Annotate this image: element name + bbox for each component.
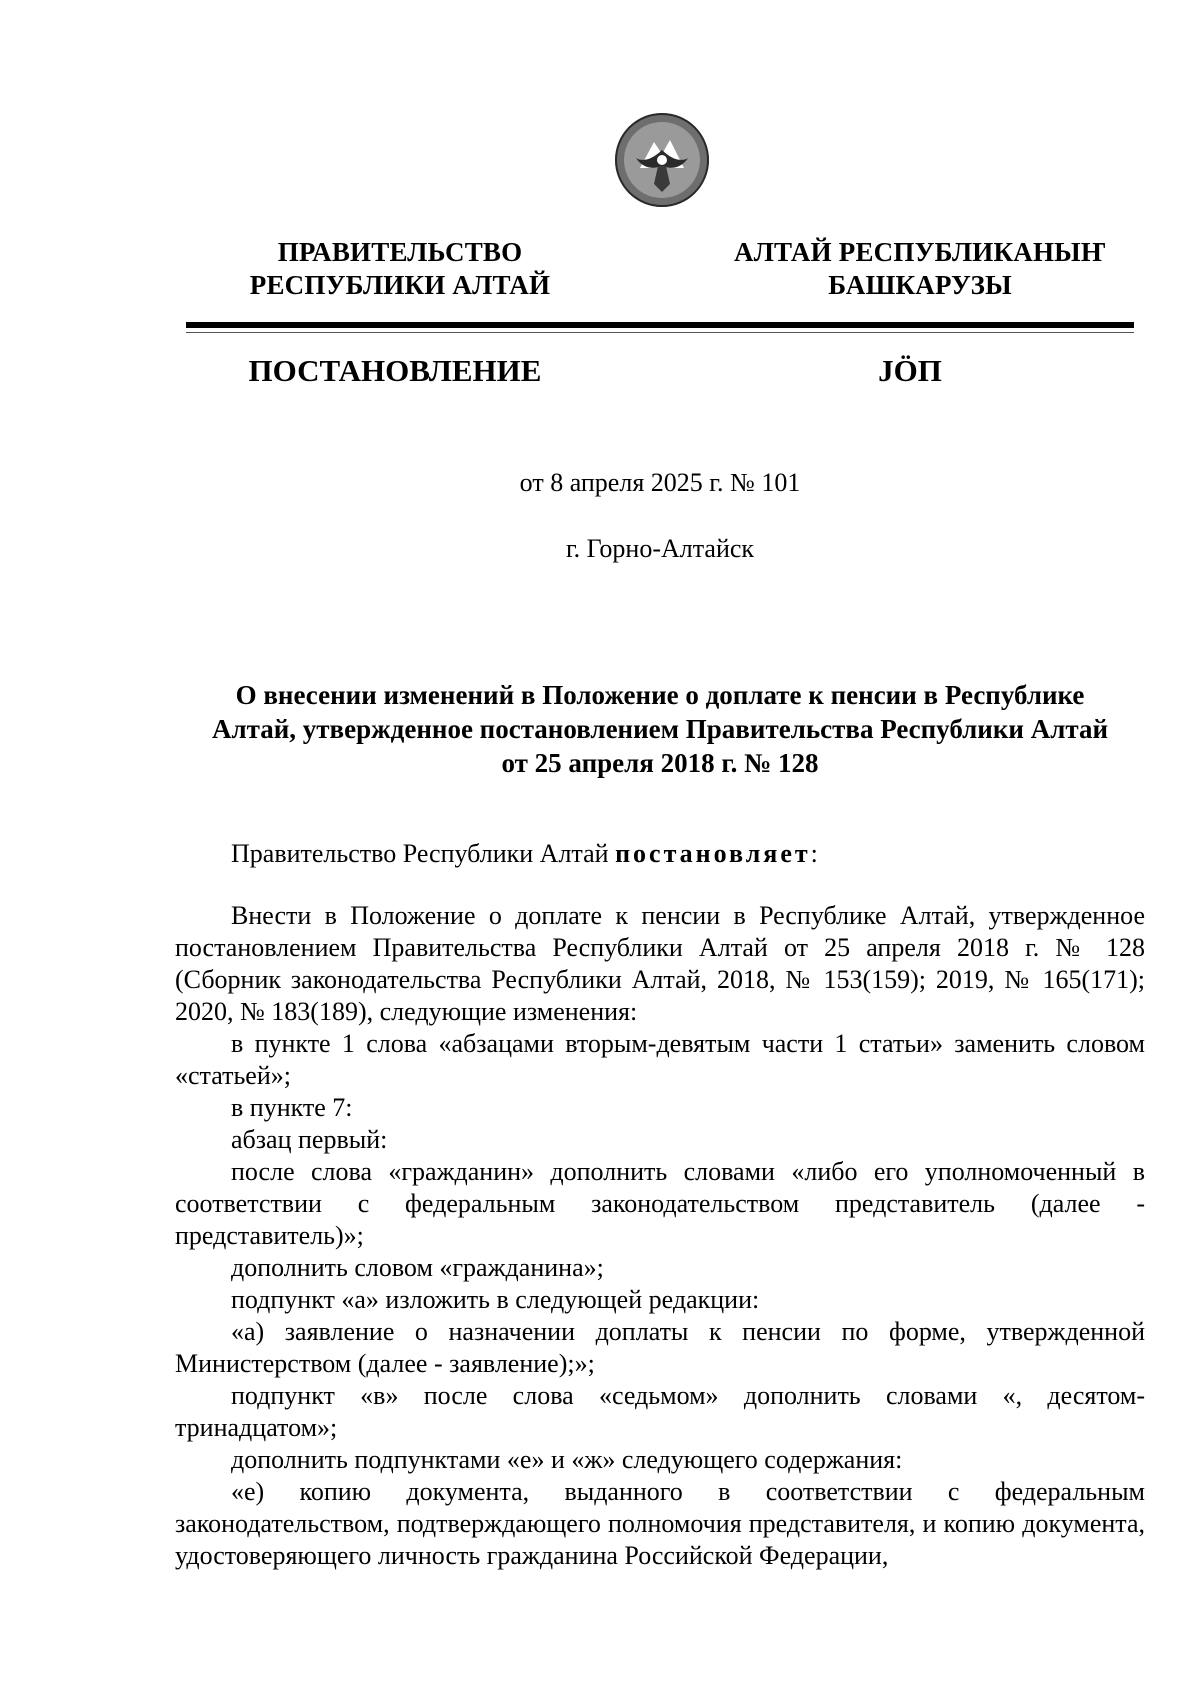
header-right xyxy=(720,236,1120,302)
body-paragraph: подпункт «в» после слова «седьмом» дополнить словами «, десятом-тринадцатом»; xyxy=(175,1381,1145,1442)
header-right-line1: АЛТАЙ РЕСПУБЛИКАНЫҤ xyxy=(734,237,1106,267)
body-paragraph: дополнить словом «гражданина»; xyxy=(231,1253,604,1282)
body-paragraph: Внести в Положение о доплате к пенсии в Республике Алтай, утвержденное постановлением Правительства Республики Алтай от 25 апреля 2018 г. № 128 (Сборник законодательства Республики Алтай, 2018, № 153(159); 2019, № 165(171); 2020, № 183(189), следующие изменения: xyxy=(175,901,1145,1026)
doctype-altai: JӦП xyxy=(878,353,942,388)
header-left xyxy=(230,236,570,302)
body-paragraph: «а) заявление о назначении доплаты к пенсии по форме, утвержденной Министерством (далее - заявление);»; xyxy=(175,1317,1145,1378)
body-paragraph: подпункт «а» изложить в следующей редакции: xyxy=(231,1285,760,1314)
title-line1: О внесении изменений в Положение о доплате к пенсии в Республике xyxy=(235,680,1085,710)
preamble xyxy=(175,838,1145,870)
title-line3: от 25 апреля 2018 г. № 128 xyxy=(501,748,819,778)
preamble-text: Правительство Республики Алтай xyxy=(231,839,616,868)
body-paragraph: абзац первый: xyxy=(231,1125,388,1154)
header-left-line2: РЕСПУБЛИКИ АЛТАЙ xyxy=(249,270,551,300)
emblem-icon xyxy=(612,110,712,210)
body-paragraph: дополнить подпунктами «е» и «ж» следующего содержания: xyxy=(231,1445,903,1474)
header-left-line1: ПРАВИТЕЛЬСТВО xyxy=(277,237,523,267)
header-divider-thick xyxy=(186,322,1134,328)
document-city: г. Горно-Алтайск xyxy=(565,534,755,563)
header-divider-thin xyxy=(186,332,1134,333)
document-date-number: от 8 апреля 2025 г. № 101 xyxy=(519,468,801,497)
header-right-line2: БАШКАРУЗЫ xyxy=(828,270,1012,300)
body-paragraph: после слова «гражданин» дополнить словами «либо его уполномоченный в соответствии с федеральным законодательством представитель (далее - представитель)»; xyxy=(175,1157,1145,1250)
preamble-colon: : xyxy=(810,839,818,868)
document-title xyxy=(180,678,1140,780)
doctype-russian: ПОСТАНОВЛЕНИЕ xyxy=(248,353,542,388)
title-line2: Алтай, утвержденное постановлением Правительства Республики Алтай xyxy=(211,714,1109,744)
body-paragraph: «е) копию документа, выданного в соответствии с федеральным законодательством, подтверждающего полномочия представителя, и копию документа, удостоверяющего личность гражданина Российской Федерации, xyxy=(175,1477,1145,1570)
preamble-decree-word: постановляет xyxy=(615,839,811,868)
body-paragraph: в пункте 7: xyxy=(231,1093,353,1122)
document-body xyxy=(175,838,1145,1572)
body-paragraph: в пункте 1 слова «абзацами вторым-девятым части 1 статьи» заменить словом «статьей»; xyxy=(175,1029,1145,1090)
